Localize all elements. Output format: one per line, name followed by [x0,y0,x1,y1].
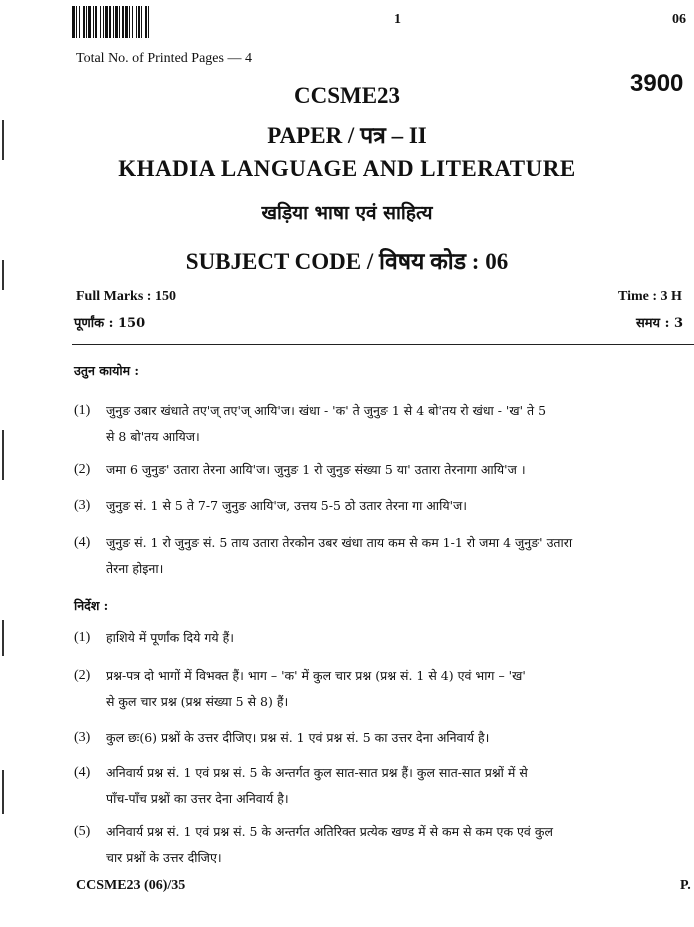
item-number: (5) [74,824,91,839]
section1-heading: उतुन कायोम : [74,363,140,378]
list-item [74,725,692,751]
divider [72,344,694,345]
list-item [74,760,692,812]
item-line: जुनुङ सं. 1 रो जुनुङ सं. 5 ताय उतारा तेरकोन उबर खंधा ताय कम से कम 1-1 रो जमा 4 जुनुङ' उतारा [106,535,573,550]
item-line: कुल छः(6) प्रश्नों के उत्तर दीजिए। प्रश्न सं. 1 एवं प्रश्न सं. 5 का उत्तर देना अनिवार्य है। [106,730,490,745]
list-item [74,530,692,582]
list-item [74,493,692,519]
paper-title: PAPER / पत्र – II [267,123,427,148]
total-pages: Total No. of Printed Pages — 4 [76,51,252,66]
list-item [74,625,692,651]
item-line: चार प्रश्नों के उत्तर दीजिए। [106,850,222,865]
item-line: अनिवार्य प्रश्न सं. 1 एवं प्रश्न सं. 5 के अन्तर्गत कुल सात-सात प्रश्न हैं। कुल सात-सात प्रश्नों में से [106,765,528,780]
time-en: Time : 3 H [618,289,682,304]
list-item [74,457,692,483]
item-line: अनिवार्य प्रश्न सं. 1 एवं प्रश्न सं. 5 के अन्तर्गत अतिरिक्त प्रत्येक खण्ड में से कम से कम एक एवं कुल [106,824,553,839]
course-code: CCSME23 [293,83,401,108]
item-text [106,398,692,450]
item-number: (2) [74,462,91,477]
footer-code: CCSME23 (06)/35 [76,878,186,893]
barcode [72,6,232,38]
page-number: 1 [394,12,401,27]
item-number: (2) [74,668,91,683]
footer-page-mark: P. [680,878,691,893]
item-text [106,457,692,483]
list-item [74,663,692,715]
subject-code: SUBJECT CODE / विषय कोड : 06 [185,249,509,274]
item-line: पाँच-पाँच प्रश्नों का उत्तर देना अनिवार्य है। [106,791,289,806]
time-hi: समय : 3 [636,316,683,331]
item-text [106,530,692,582]
item-text [106,819,692,871]
subject-title-en: KHADIA LANGUAGE AND LITERATURE [118,156,576,181]
item-number: (3) [74,498,91,513]
full-marks-hi: पूर्णांक : 150 [74,316,146,331]
item-line: से कुल चार प्रश्न (प्रश्न संख्या 5 से 8) हैं। [106,694,289,709]
item-text [106,760,692,812]
item-line: हाशिये में पूर्णांक दिये गये हैं। [106,630,234,645]
list-item [74,398,692,450]
item-number: (4) [74,765,91,780]
item-number: (1) [74,403,91,418]
list-item [74,819,692,871]
item-line: जुनुङ उबार खंधाते तए'ज् तए'ज् आयि'ज। खंधा - 'क' ते जुनुङ 1 से 4 बो'तय रो खंधा - 'ख' ते 5 [106,403,547,418]
item-line: से 8 बो'तय आयिज। [106,429,200,444]
item-text [106,725,692,751]
item-number: (3) [74,730,91,745]
subject-title-hi: खड़िया भाषा एवं साहित्य [261,202,433,224]
item-text [106,493,692,519]
section2-heading: निर्देश : [74,598,109,613]
item-number: (1) [74,630,91,645]
roll-number: 3900 [630,70,684,97]
item-line: प्रश्न-पत्र दो भागों में विभक्त हैं। भाग – 'क' में कुल चार प्रश्न (प्रश्न सं. 1 से 4) एवं भाग – 'ख' [106,668,526,683]
item-line: जुनुङ सं. 1 से 5 ते 7-7 जुनुङ आयि'ज, उत्तय 5-5 ठो उतार तेरना गा आयि'ज। [106,498,468,513]
item-line: जमा 6 जुनुङ' उतारा तेरना आयि'ज। जुनुङ 1 रो जुनुङ संख्या 5 या' उतारा तेरनागा आयि'ज । [106,462,526,477]
item-line: तेरना होइना। [106,561,164,576]
full-marks-en: Full Marks : 150 [76,289,176,304]
item-text [106,663,692,715]
item-number: (4) [74,535,91,550]
top-right-code: 06 [672,12,686,27]
item-text [106,625,692,651]
